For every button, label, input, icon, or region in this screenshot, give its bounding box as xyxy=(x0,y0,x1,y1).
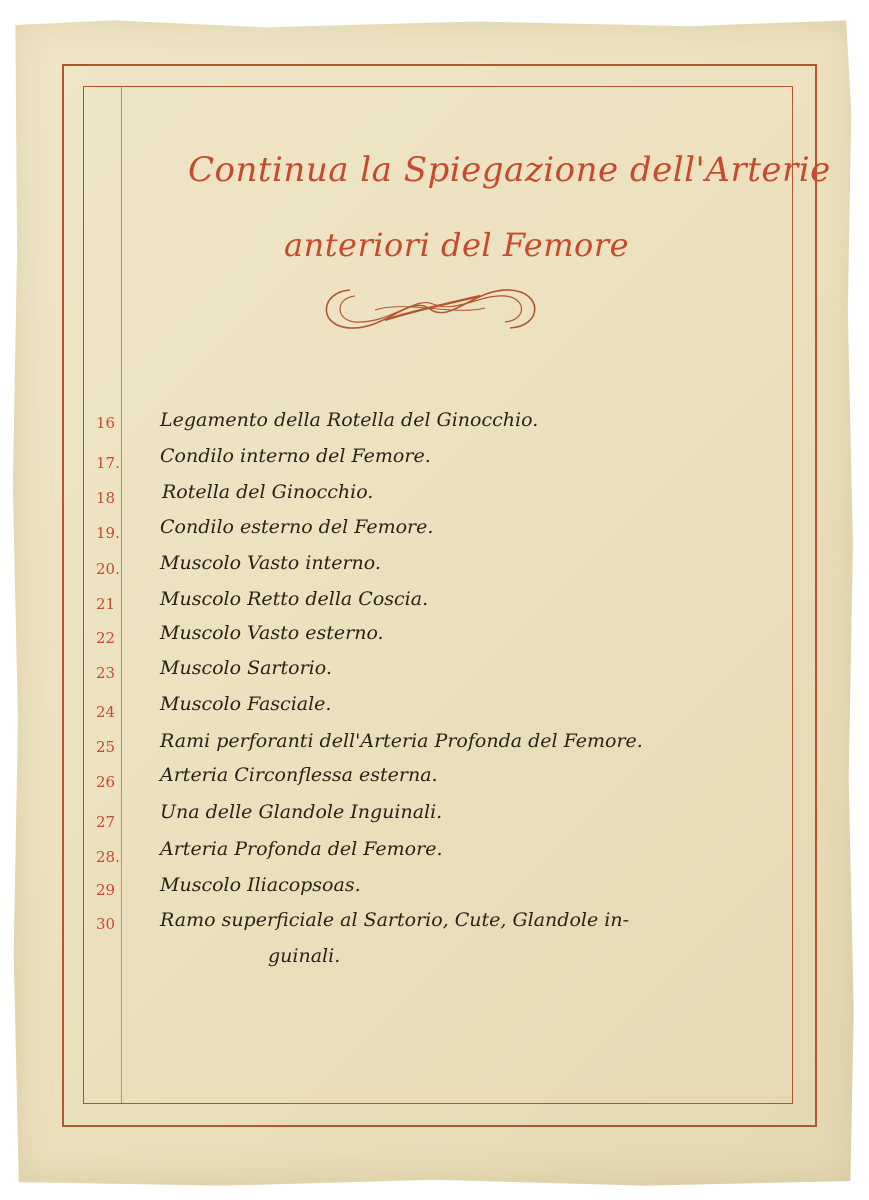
entry-text: Condilo esterno del Femore. xyxy=(160,516,434,538)
entry-number: 16 xyxy=(96,414,116,432)
entry-number: 21 xyxy=(96,595,116,613)
entry-text: Legamento della Rotella del Ginocchio. xyxy=(160,409,539,431)
entry-text: Muscolo Iliacopsoas. xyxy=(160,874,361,896)
entry-number: 24 xyxy=(96,703,116,721)
entry-text-continuation: guinali. xyxy=(268,945,341,967)
entry-text: Rami perforanti dell'Arteria Profonda del Femore. xyxy=(160,730,643,752)
entry-number: 30 xyxy=(96,915,116,933)
entry-number: 27 xyxy=(96,813,116,831)
entry-number: 20. xyxy=(96,560,120,578)
entry-text: Muscolo Vasto esterno. xyxy=(160,622,384,644)
entry-text: Muscolo Retto della Coscia. xyxy=(160,588,429,610)
entry-number: 17. xyxy=(96,454,120,472)
entry-number: 26 xyxy=(96,773,116,791)
entry-number: 18 xyxy=(96,489,116,507)
entry-text: Ramo superficiale al Sartorio, Cute, Glandole in- xyxy=(160,909,629,931)
page-title-line-2: anteriori del Femore xyxy=(284,226,630,264)
calligraphic-flourish xyxy=(315,282,545,336)
entry-text: Rotella del Ginocchio. xyxy=(162,481,374,503)
entry-text: Muscolo Fasciale. xyxy=(160,693,332,715)
entry-number: 19. xyxy=(96,524,120,542)
entry-text: Muscolo Sartorio. xyxy=(160,657,332,679)
entry-number: 28. xyxy=(96,848,120,866)
entry-number: 29 xyxy=(96,881,116,899)
entry-text: Una delle Glandole Inguinali. xyxy=(160,801,443,823)
page-title-line-1: Continua la Spiegazione dell'Arterie xyxy=(188,150,831,190)
entry-number: 22 xyxy=(96,629,116,647)
entry-number: 23 xyxy=(96,664,116,682)
margin-rule xyxy=(121,87,122,1103)
entry-text: Arteria Circonflessa esterna. xyxy=(160,764,438,786)
entry-text: Arteria Profonda del Femore. xyxy=(160,838,443,860)
entry-text: Condilo interno del Femore. xyxy=(160,445,431,467)
entry-text: Muscolo Vasto interno. xyxy=(160,552,381,574)
entry-number: 25 xyxy=(96,738,116,756)
